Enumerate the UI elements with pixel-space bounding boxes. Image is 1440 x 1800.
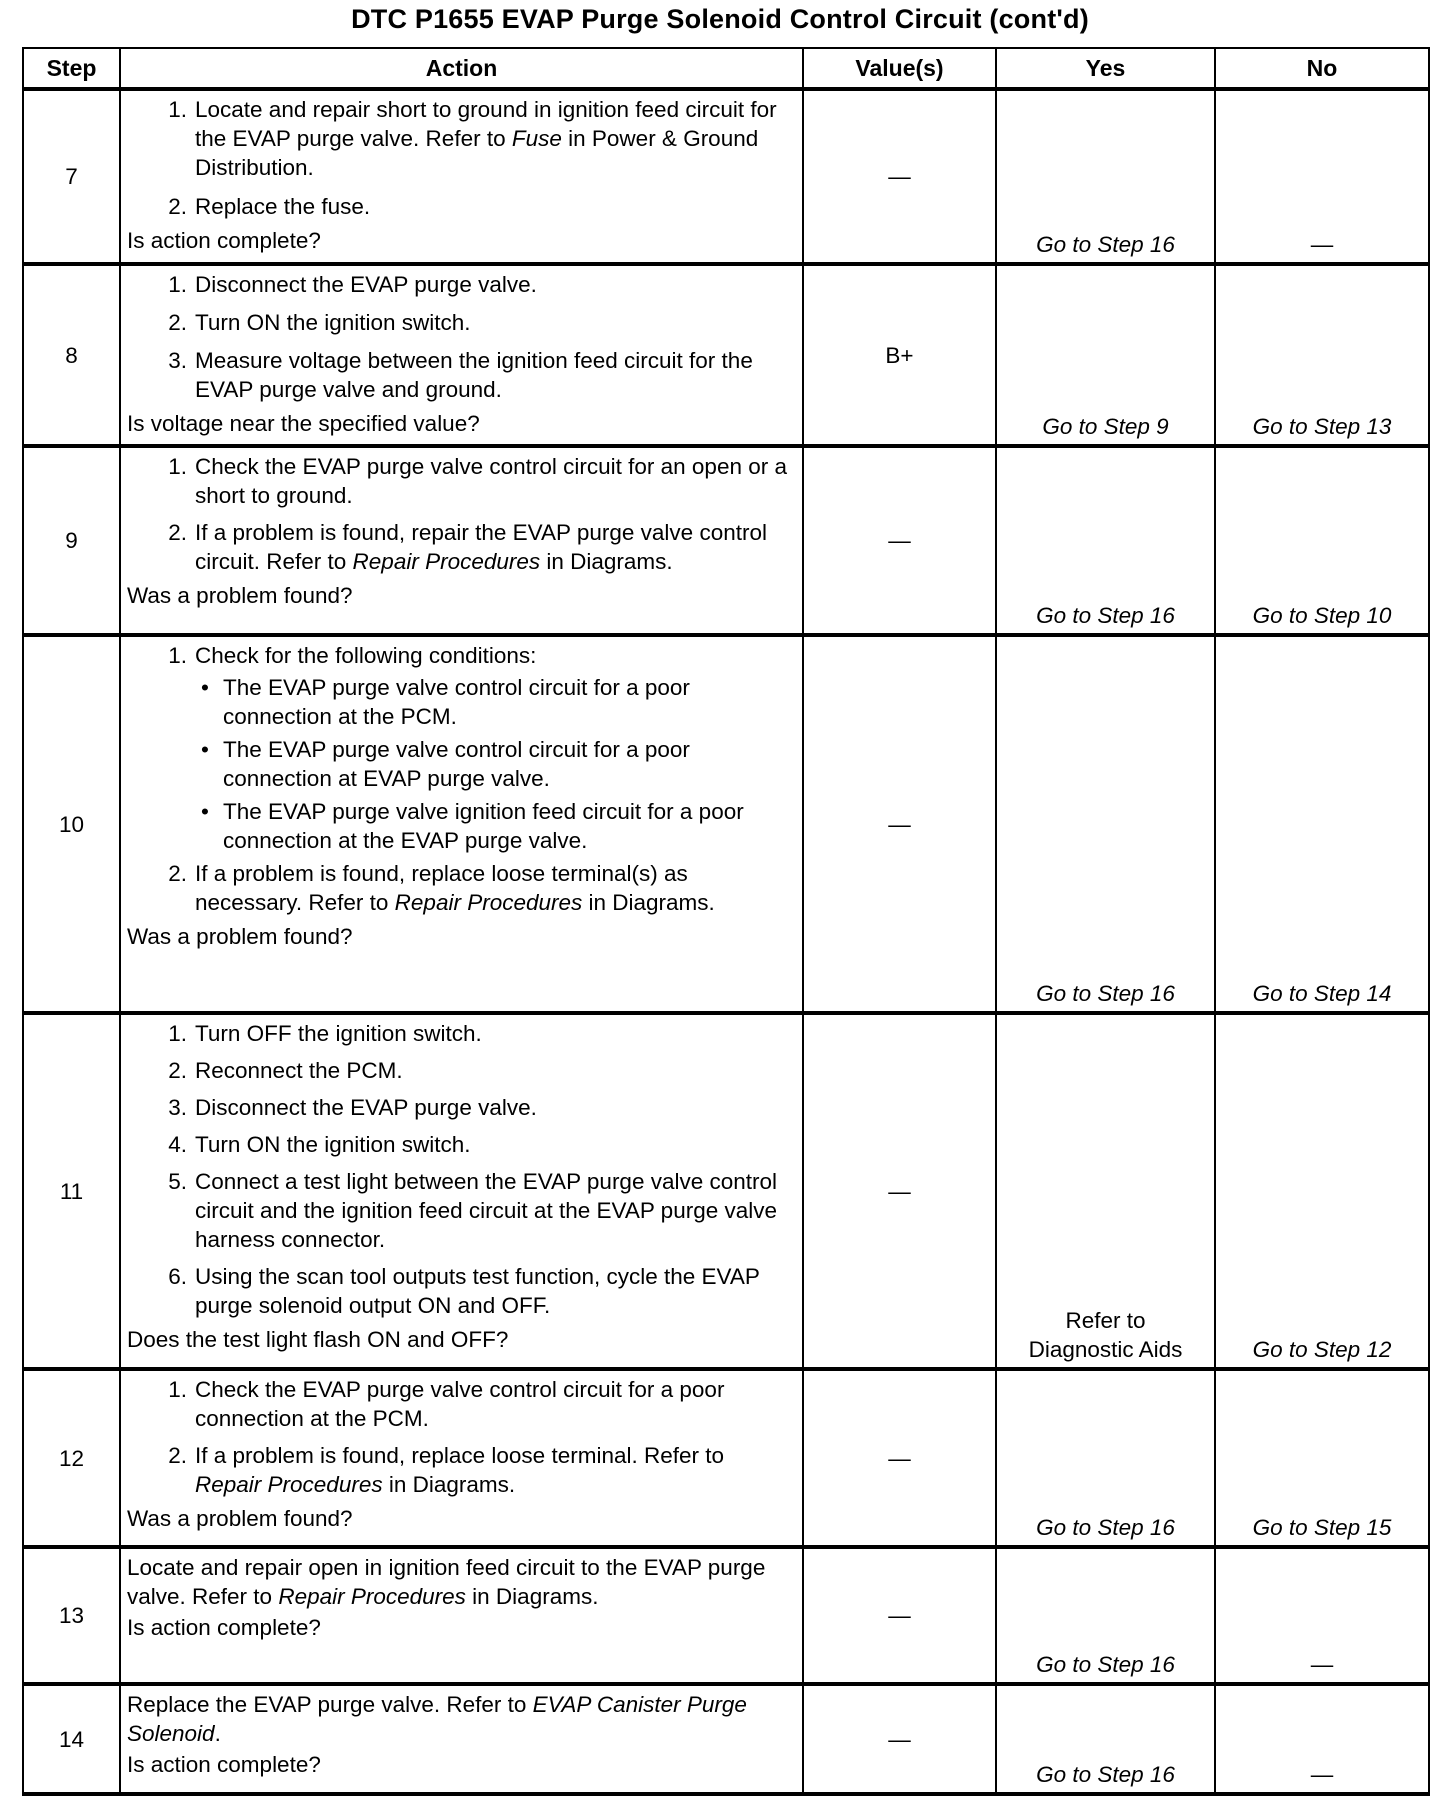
yes-cell: Go to Step 16 — [996, 1684, 1215, 1794]
action-cell — [120, 1013, 803, 1369]
step-number: 8 — [23, 264, 120, 446]
action-text: Check the EVAP purge valve control circuit for a poor connection at the PCM. — [195, 1377, 725, 1431]
action-cell — [120, 89, 803, 264]
value-cell: — — [803, 1369, 996, 1547]
value-cell: B+ — [803, 264, 996, 446]
action-text: Using the scan tool outputs test function, cycle the EVAP purge solenoid output ON and OFF. — [195, 1264, 760, 1318]
table-row — [23, 1684, 1429, 1794]
item-number: 2. — [168, 310, 187, 335]
value-cell: — — [803, 635, 996, 1013]
no-cell: Go to Step 10 — [1215, 446, 1429, 635]
question-text: Is action complete? — [127, 228, 321, 253]
step-number: 11 — [23, 1013, 120, 1369]
reference-link: EVAP Canister Purge Solenoid — [127, 1692, 747, 1746]
value-cell: — — [803, 446, 996, 635]
yes-cell: Go to Step 16 — [996, 89, 1215, 264]
question-text: Was a problem found? — [127, 924, 353, 949]
item-number: 6. — [168, 1264, 187, 1289]
header-step: Step — [23, 48, 120, 89]
action-text: Turn ON the ignition switch. — [195, 1132, 471, 1157]
table-row — [23, 635, 1429, 1013]
item-number: 2. — [168, 1443, 187, 1468]
action-text: Connect a test light between the EVAP purge valve control circuit and the ignition feed circuit at the EVAP purge valve harness connector. — [195, 1169, 778, 1252]
header-no: No — [1215, 48, 1429, 89]
list-item: • The EVAP purge valve control circuit for a poor connection at EVAP purge valve. — [201, 737, 690, 791]
item-number: 3. — [168, 348, 187, 373]
reference-link: Repair Procedures — [394, 890, 583, 915]
yes-cell: Go to Step 16 — [996, 1369, 1215, 1547]
item-number: 2. — [168, 194, 187, 219]
item-number: 4. — [168, 1132, 187, 1157]
question-text: Is action complete? — [127, 1615, 321, 1640]
no-cell: Go to Step 12 — [1215, 1013, 1429, 1369]
yes-cell: Go to Step 16 — [996, 446, 1215, 635]
action-text: Replace the EVAP purge valve. Refer to — [127, 1692, 533, 1717]
item-number: 2. — [168, 1058, 187, 1083]
yes-text-line: Diagnostic Aids — [1028, 1337, 1183, 1362]
condition-text: The EVAP purge valve ignition feed circuit for a poor connection at the EVAP purge valve. — [223, 799, 744, 853]
reference-link: Repair Procedures — [352, 549, 541, 574]
no-cell: Go to Step 13 — [1215, 264, 1429, 446]
action-text: If a problem is found, repair the EVAP purge valve control circuit. Refer to — [195, 520, 767, 574]
item-number: 2. — [168, 520, 187, 545]
action-cell — [120, 446, 803, 635]
reference-link: Repair Procedures — [278, 1584, 466, 1609]
no-cell: — — [1215, 89, 1429, 264]
no-cell: Go to Step 15 — [1215, 1369, 1429, 1547]
table-row — [23, 1369, 1429, 1547]
item-number: 1. — [168, 272, 187, 297]
list-item: • The EVAP purge valve control circuit for a poor connection at the PCM. — [201, 675, 690, 729]
value-cell: — — [803, 1547, 996, 1684]
step-number: 12 — [23, 1369, 120, 1547]
item-number: 2. — [168, 861, 187, 886]
yes-cell: Go to Step 16 — [996, 1547, 1215, 1684]
header-yes: Yes — [996, 48, 1215, 89]
step-number: 14 — [23, 1684, 120, 1794]
item-number: 5. — [168, 1169, 187, 1194]
table-row — [23, 446, 1429, 635]
question-text: Was a problem found? — [127, 1506, 353, 1531]
action-text: in Diagrams. — [382, 1472, 516, 1497]
action-text: Locate and repair short to ground in ignition feed circuit for the EVAP purge valve. Refer to — [195, 97, 777, 151]
action-text: in Diagrams. — [540, 549, 673, 574]
table-row — [23, 264, 1429, 446]
condition-text: The EVAP purge valve control circuit for a poor connection at EVAP purge valve. — [223, 737, 690, 791]
action-text: Locate and repair open in ignition feed circuit to the EVAP purge valve. Refer to — [127, 1555, 766, 1609]
item-number: 1. — [168, 643, 187, 668]
action-text: Turn OFF the ignition switch. — [195, 1021, 482, 1046]
item-number: 1. — [168, 97, 187, 122]
question-text: Is action complete? — [127, 1752, 321, 1777]
action-text: in Power & Ground Distribution. — [195, 126, 759, 180]
action-text: Reconnect the PCM. — [195, 1058, 403, 1083]
action-text: Measure voltage between the ignition feed circuit for the EVAP purge valve and ground. — [195, 348, 753, 402]
action-cell — [120, 1547, 803, 1684]
yes-text-line: Refer to — [1065, 1308, 1146, 1333]
action-cell — [120, 635, 803, 1013]
action-text: . — [214, 1721, 221, 1746]
action-cell — [120, 264, 803, 446]
no-cell: — — [1215, 1684, 1429, 1794]
list-item: • The EVAP purge valve ignition feed circuit for a poor connection at the EVAP purge valve. — [201, 799, 744, 853]
reference-link: Fuse — [511, 126, 562, 151]
action-text: Turn ON the ignition switch. — [195, 310, 471, 335]
value-cell: — — [803, 89, 996, 264]
action-text: Check for the following conditions: — [195, 643, 537, 668]
value-cell: — — [803, 1013, 996, 1369]
header-action: Action — [120, 48, 803, 89]
table-row — [23, 89, 1429, 264]
action-text: If a problem is found, replace loose terminal. Refer to — [195, 1443, 725, 1468]
item-number: 3. — [168, 1095, 187, 1120]
action-text: Replace the fuse. — [195, 194, 371, 219]
question-text: Does the test light flash ON and OFF? — [127, 1327, 509, 1352]
step-number: 7 — [23, 89, 120, 264]
diagnostic-table — [22, 47, 1430, 1796]
yes-cell: Go to Step 16 — [996, 635, 1215, 1013]
table-row — [23, 1013, 1429, 1369]
page-title: DTC P1655 EVAP Purge Solenoid Control Circuit (cont'd) — [351, 4, 1089, 34]
no-cell: — — [1215, 1547, 1429, 1684]
condition-list — [195, 673, 796, 855]
question-text: Was a problem found? — [127, 583, 353, 608]
question-text: Is voltage near the specified value? — [127, 411, 480, 436]
item-number: 1. — [168, 1021, 187, 1046]
action-text: Disconnect the EVAP purge valve. — [195, 272, 537, 297]
action-text: If a problem is found, replace loose terminal(s) as necessary. Refer to — [195, 861, 688, 915]
yes-cell: Go to Step 9 — [996, 264, 1215, 446]
yes-cell — [996, 1013, 1215, 1369]
action-cell — [120, 1684, 803, 1794]
item-number: 1. — [168, 1377, 187, 1402]
step-number: 13 — [23, 1547, 120, 1684]
action-cell — [120, 1369, 803, 1547]
condition-text: The EVAP purge valve control circuit for a poor connection at the PCM. — [223, 675, 690, 729]
reference-link: Repair Procedures — [195, 1472, 383, 1497]
no-cell: Go to Step 14 — [1215, 635, 1429, 1013]
header-values: Value(s) — [803, 48, 996, 89]
action-paragraph — [127, 1553, 796, 1611]
step-number: 9 — [23, 446, 120, 635]
action-text: in Diagrams. — [465, 1584, 599, 1609]
value-cell: — — [803, 1684, 996, 1794]
item-number: 1. — [168, 454, 187, 479]
action-paragraph — [127, 1690, 796, 1748]
action-text: Disconnect the EVAP purge valve. — [195, 1095, 537, 1120]
table-row — [23, 1547, 1429, 1684]
header-row — [23, 48, 1429, 89]
step-number: 10 — [23, 635, 120, 1013]
action-text: Check the EVAP purge valve control circuit for an open or a short to ground. — [195, 454, 787, 508]
action-text: in Diagrams. — [582, 890, 715, 915]
